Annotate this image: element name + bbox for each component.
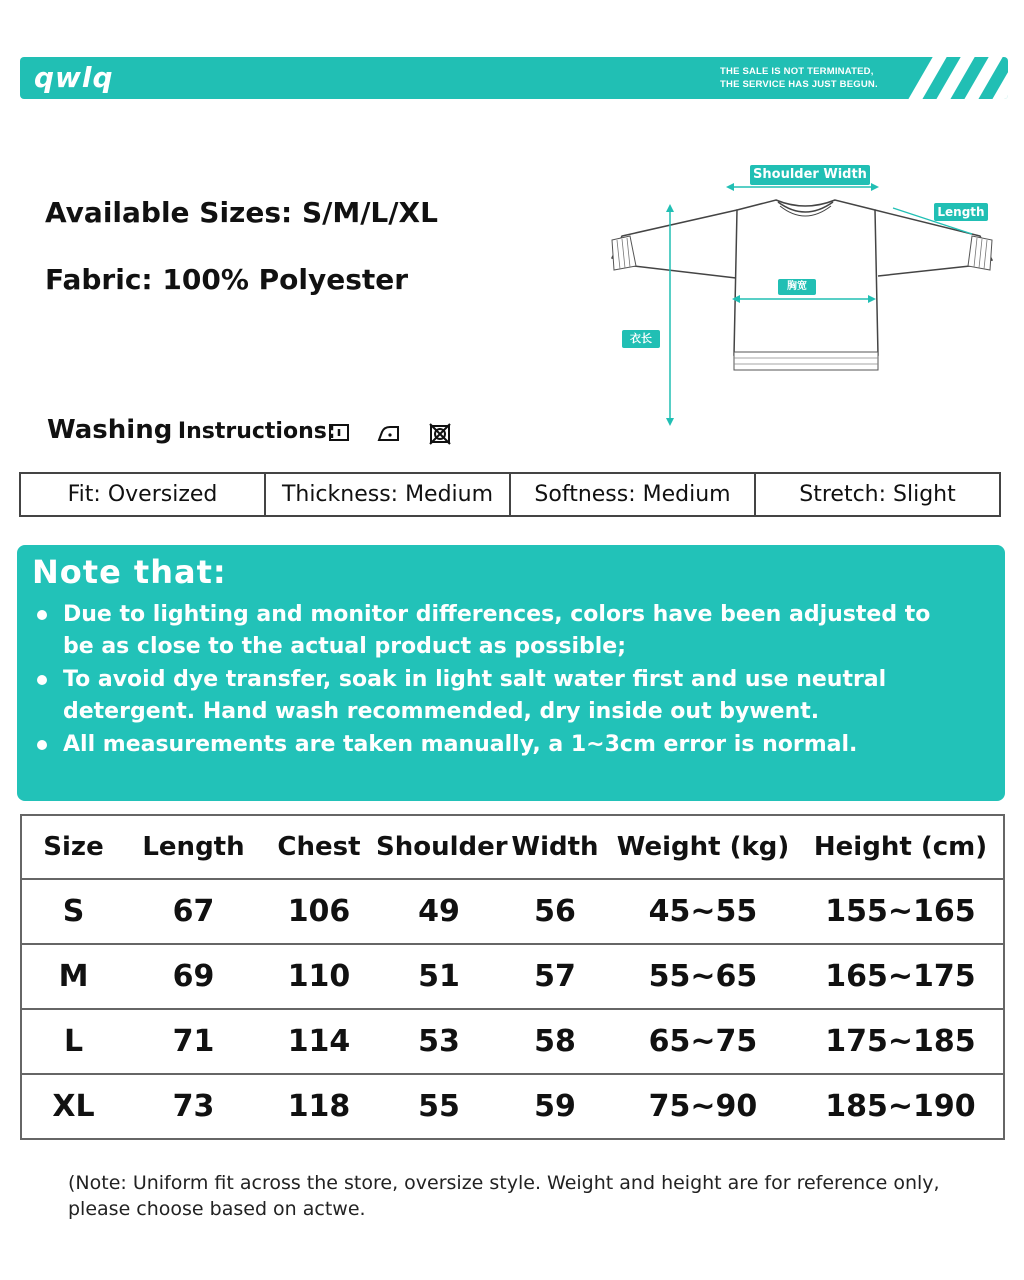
table-cell: 55 — [376, 1074, 502, 1139]
header-size: Size — [21, 815, 125, 879]
hand-wash-icon — [328, 423, 350, 443]
table-cell: 67 — [125, 879, 262, 944]
table-row — [21, 879, 1004, 944]
table-cell: 118 — [262, 1074, 376, 1139]
iron-icon — [376, 423, 402, 443]
attr-stretch: Stretch: Slight — [799, 482, 956, 507]
body-length-tag: 衣长 — [622, 330, 660, 348]
header-banner — [20, 57, 1008, 99]
table-row — [21, 1074, 1004, 1139]
table-cell: 55~65 — [608, 944, 798, 1009]
washing-label-sub: Instructions: — [177, 419, 336, 444]
attr-thickness: Thickness: Medium — [266, 474, 511, 515]
note-item-text: To avoid dye transfer, soak in light salt water first and use neutral detergent. Hand wash recommended, dry inside out bywent. — [63, 667, 887, 724]
table-cell: M — [21, 944, 125, 1009]
fabric-info: Fabric: 100% Polyester — [45, 263, 409, 296]
table-cell: 110 — [262, 944, 376, 1009]
attr-softness: Softness: Medium — [511, 474, 756, 515]
table-cell: 155~165 — [798, 879, 1004, 944]
note-list — [17, 599, 963, 763]
slogan — [720, 65, 930, 91]
sweatshirt-illustration — [600, 160, 1010, 435]
table-cell: 106 — [262, 879, 376, 944]
header-weight: Weight (kg) — [608, 815, 798, 879]
footnote-line-2: please choose based on actwe. — [68, 1198, 366, 1220]
header-shoulder: Shoulder — [376, 815, 502, 879]
slogan-line-2: THE SERVICE HAS JUST BEGUN. — [720, 79, 878, 90]
table-cell: 53 — [376, 1009, 502, 1074]
washing-instructions-label — [47, 415, 336, 445]
footnote — [68, 1170, 988, 1222]
table-cell: XL — [21, 1074, 125, 1139]
table-cell: S — [21, 879, 125, 944]
bullet-icon — [37, 675, 47, 685]
garment-diagram — [600, 160, 1010, 435]
available-sizes: Available Sizes: S/M/L/XL — [45, 196, 438, 229]
shoulder-width-tag: Shoulder Width — [750, 165, 870, 185]
note-title: Note that: — [32, 553, 227, 591]
brand-logo: qwlq — [34, 61, 114, 94]
chest-tag: 胸宽 — [778, 279, 816, 295]
table-cell: 71 — [125, 1009, 262, 1074]
table-cell: 75~90 — [608, 1074, 798, 1139]
table-cell: 175~185 — [798, 1009, 1004, 1074]
note-box — [17, 545, 1005, 801]
table-cell: 114 — [262, 1009, 376, 1074]
length-tag: Length — [934, 203, 988, 221]
table-cell: L — [21, 1009, 125, 1074]
note-item — [17, 729, 963, 761]
header-length: Length — [125, 815, 262, 879]
no-tumble-dry-icon — [428, 423, 452, 445]
attr-fit: Fit: Oversized — [21, 474, 266, 515]
table-cell: 65~75 — [608, 1009, 798, 1074]
note-item — [17, 599, 963, 662]
header-height: Height (cm) — [798, 815, 1004, 879]
bullet-icon — [37, 610, 47, 620]
header-chest: Chest — [262, 815, 376, 879]
table-cell: 49 — [376, 879, 502, 944]
table-row — [21, 944, 1004, 1009]
table-cell: 56 — [502, 879, 608, 944]
table-cell: 57 — [502, 944, 608, 1009]
table-cell: 73 — [125, 1074, 262, 1139]
table-cell: 45~55 — [608, 879, 798, 944]
note-item — [17, 664, 963, 727]
table-cell: 165~175 — [798, 944, 1004, 1009]
table-cell: 185~190 — [798, 1074, 1004, 1139]
bullet-icon — [37, 740, 47, 750]
attributes-row — [19, 472, 1001, 517]
header-width: Width — [502, 815, 608, 879]
washing-label-main: Washing — [47, 415, 173, 445]
table-cell: 58 — [502, 1009, 608, 1074]
size-chart-table — [20, 814, 1005, 1140]
footnote-line-1: (Note: Uniform fit across the store, oversize style. Weight and height are for reference only, — [68, 1172, 940, 1194]
slogan-line-1: THE SALE IS NOT TERMINATED, — [720, 66, 874, 77]
note-item-text: All measurements are taken manually, a 1~3cm error is normal. — [63, 732, 858, 757]
table-header-row — [21, 815, 1004, 879]
table-row — [21, 1009, 1004, 1074]
table-cell: 51 — [376, 944, 502, 1009]
note-item-text: Due to lighting and monitor differences, colors have been adjusted to be as close to the actual product as possible; — [63, 602, 931, 659]
table-cell: 59 — [502, 1074, 608, 1139]
table-cell: 69 — [125, 944, 262, 1009]
